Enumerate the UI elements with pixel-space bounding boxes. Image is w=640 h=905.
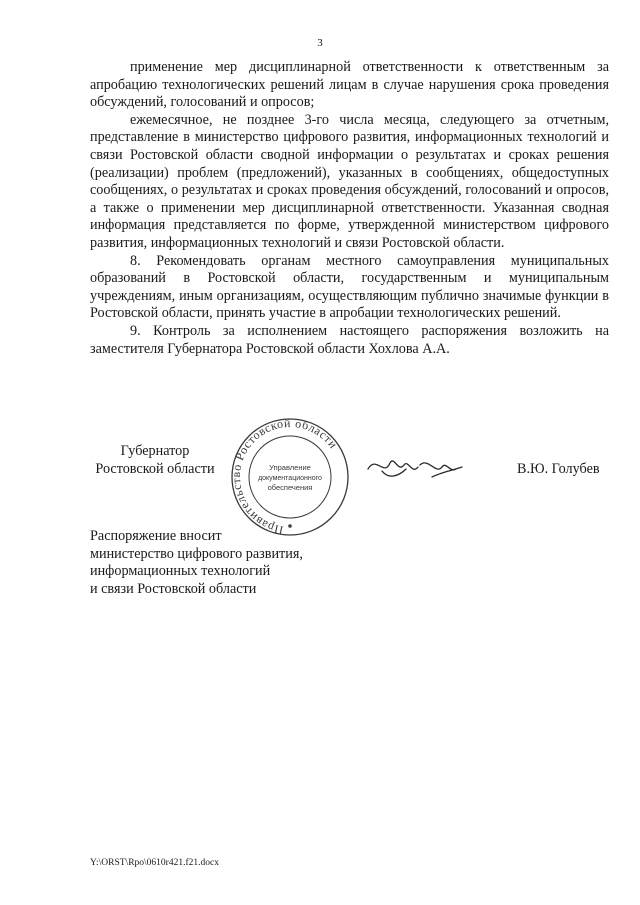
signatory-title (90, 442, 220, 478)
signatory-title-line2: Ростовской области (95, 461, 215, 477)
submitter-line2: министерство цифрового развития, (90, 545, 303, 562)
seal-inner-line2: документационного (258, 475, 322, 482)
signatory-title-line1: Губернатор (120, 443, 190, 459)
submitter-block (90, 528, 303, 598)
seal-outer-text: Правительство Ростовской области (228, 415, 341, 538)
seal-inner-line3: обеспечения (267, 483, 313, 492)
paragraph-monthly-report: ежемесячное, не позднее 3-го числа месяца, следующего за отчетным, представление в министерство цифрового развития, информационных технологий и связи Ростовской области сводной информации о результатах и сроках решения (реализации) проблем (предложений), указанных в сообщениях, общедоступных сообщениях, о результатах и сроках проведения обсуждений, голосований и опросов, а также о применении мер дисциплинарной ответственности. Указанная сводная информация представляется по форме, утвержденной министерством цифрового развития, информационных технологий и связи Ростовской области. (90, 111, 609, 251)
document-body (90, 59, 609, 358)
handwritten-signature (362, 447, 472, 487)
submitter-line4: и связи Ростовской области (90, 580, 257, 597)
paragraph-disciplinary-measures: применение мер дисциплинарной ответственности к ответственным за апробацию технологических решений лицам в случае нарушения срока проведения обсуждений, голосований и опросов; (90, 59, 609, 111)
signatory-name: В.Ю. Голубев (517, 461, 600, 477)
seal-inner-line1: Управление (269, 463, 311, 472)
submitter-line3: информационных технологий (90, 563, 271, 580)
paragraph-item-8: 8. Рекомендовать органам местного самоуправления муниципальных образований в Ростовской области, государственным и муниципальным учреждениям, иным организациям, осуществляющим публично значимые функции в Ростовской области, принять участие в апробации технологических решений. (90, 252, 609, 322)
page-number: 3 (317, 37, 323, 49)
footer-file-path: Y:\ORST\Rpo\0610r421.f21.docx (90, 858, 219, 868)
submitter-line1: Распоряжение вносит (90, 528, 222, 544)
official-seal-stamp (225, 415, 355, 540)
paragraph-item-9: 9. Контроль за исполнением настоящего распоряжения возложить на заместителя Губернатора Ростовской области Хохлова А.А. (90, 322, 609, 357)
